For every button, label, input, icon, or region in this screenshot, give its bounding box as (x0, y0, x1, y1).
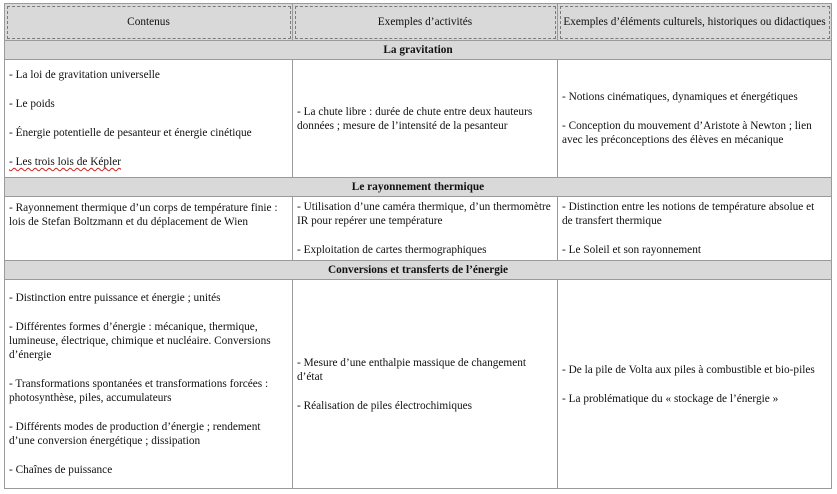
header-contenus: Contenus (5, 4, 293, 41)
list-item: - Distinction entre puissance et énergie ; unités (9, 292, 221, 304)
table-header-row (5, 4, 832, 41)
list-item: - Réalisation de piles électrochimiques (297, 399, 473, 412)
list-item: - Utilisation d’une caméra thermique, d’un thermomètre IR pour repérer une température (297, 201, 551, 227)
activites-cell (293, 280, 558, 489)
activites-cell (293, 60, 558, 178)
list-item: - Conception du mouvement d’Aristote à Newton ; lien avec les préconceptions des élèves en mécanique (562, 120, 812, 146)
list-item: - Différentes formes d’énergie : mécanique, thermique, lumineuse, électrique, chimique et nucléaire. Conversions d’énergie (9, 321, 271, 361)
list-item: - Le Soleil et son rayonnement (562, 244, 701, 256)
section-row-rayonnement (5, 178, 832, 197)
table-row (5, 60, 832, 178)
list-item: - La problématique du « stockage de l’énergie » (562, 392, 779, 405)
table-row (5, 197, 832, 261)
section-title: La gravitation (5, 41, 832, 60)
list-item: - Transformations spontanées et transformations forcées : photosynthèse, piles, accumulateurs (9, 378, 269, 404)
section-row-gravitation (5, 41, 832, 60)
header-exemples-elements: Exemples d’éléments culturels, historiques ou didactiques (558, 4, 832, 41)
list-item: - Exploitation de cartes thermographiques (297, 244, 487, 256)
table-row (5, 280, 832, 489)
curriculum-table (4, 3, 832, 489)
elements-cell (558, 197, 832, 261)
header-exemples-activites: Exemples d’activités (293, 4, 558, 41)
section-title: Le rayonnement thermique (5, 178, 832, 197)
list-item: - Notions cinématiques, dynamiques et énergétiques (562, 91, 798, 103)
list-item: - Les trois lois de Képler (9, 156, 121, 168)
contenus-cell (5, 60, 293, 178)
activites-cell (293, 197, 558, 261)
section-title: Conversions et transferts de l’énergie (5, 261, 832, 280)
list-item: - Chaînes de puissance (9, 464, 113, 476)
contenus-cell (5, 197, 293, 261)
list-item: - La chute libre : durée de chute entre deux hauteurs données ; mesure de l’intensité de la pesanteur (297, 105, 533, 132)
list-item: - Différents modes de production d’énergie ; rendement d’une conversion énergétique ; dissipation (9, 421, 261, 447)
section-row-conversions (5, 261, 832, 280)
list-item: - De la pile de Volta aux piles à combustible et bio-piles (562, 363, 815, 376)
list-item: - Énergie potentielle de pesanteur et énergie cinétique (9, 127, 252, 139)
list-item: - La loi de gravitation universelle (9, 69, 160, 81)
list-item: - Rayonnement thermique d’un corps de température finie : lois de Stefan Boltzmann et du déplacement de Wien (9, 202, 278, 228)
elements-cell (558, 280, 832, 489)
elements-cell (558, 60, 832, 178)
list-item: - Le poids (9, 98, 55, 110)
list-item: - Distinction entre les notions de température absolue et de transfert thermique (562, 201, 815, 227)
list-item: - Mesure d’une enthalpie massique de changement d’état (297, 356, 526, 383)
contenus-cell (5, 280, 293, 489)
